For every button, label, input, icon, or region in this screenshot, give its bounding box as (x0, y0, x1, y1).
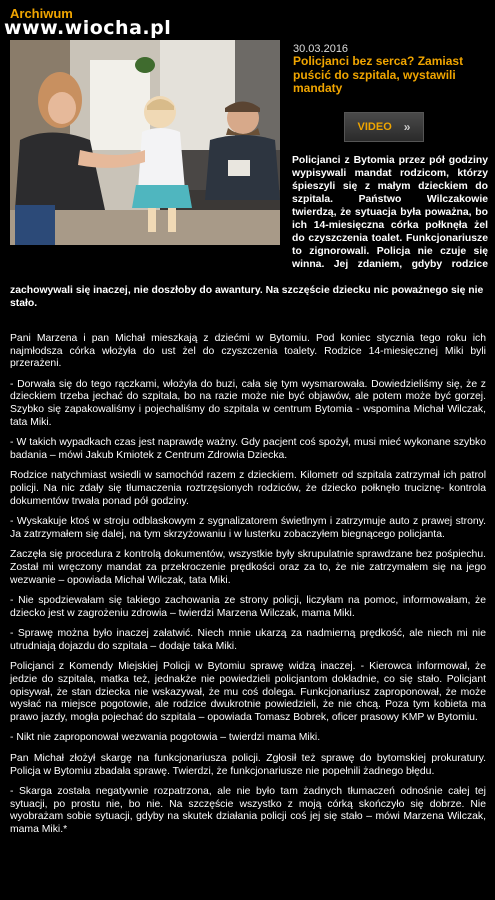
video-button-label: VIDEO (357, 121, 392, 133)
article-paragraph: - Skarga została negatywnie rozpatrzona, ale nie było tam żadnych tłumaczeń odnośnie całej tej sytuacji, po prostu nie, bo nie. Na szczęście wszystko z moją córką skończyło się dobrze. Nie wyobrażam sobie sytuacji, gdyby na skutek działania policji coś jej się stało – mówi Marzena Wilczak, mama Miki.* (10, 786, 486, 835)
article-title[interactable]: Policjanci bez serca? Zamiast puścić do szpitala, wystawili mandaty (293, 54, 464, 95)
photo-illustration (10, 40, 280, 245)
double-chevron-right-icon: » (403, 120, 411, 134)
article-paragraph: - Dorwała się do tego rączkami, włożyła do buzi, cała się tym wysmarowała. Dowiedzieliśmy się, że z dzieckiem trzeba jechać do szpitala, bo na razie może nie być objawów, ale potem może być gorzej. Szybko się zapakowaliśmy i pojechaliśmy do szpitala w centrum Bytomia - wspomina Michał Wilczak, tata Miki. (10, 378, 486, 428)
article-paragraph: Pani Marzena i pan Michał mieszkają z dziećmi w Bytomiu. Pod koniec stycznia tego roku ich najmłodsza córka włożyła do ust żel do czyszczenia toalety. Rodzice 14-miesięcznej Miki byli przerażeni. (10, 333, 486, 370)
article-paragraph: - W takich wypadkach czas jest naprawdę ważny. Gdy pacjent coś spożył, musi mieć wykonane szybko badania – mówi Jakub Kmiotek z Centrum Zdrowia Dziecka. (10, 437, 486, 461)
article-paragraph: Pan Michał złożył skargę na funkcjonariusza policji. Zgłosił też sprawę do bytomskiej prokuratury. Policja w Bytomiu zbadała sprawę. Twierdzi, że funkcjonariusze nie popełnili żadnego błędu. (10, 753, 486, 777)
article-paragraph: Rodzice natychmiast wsiedli w samochód razem z dzieckiem. Kilometr od szpitala zatrzymał ich patrol policji. Na nic zdały się tłumaczenia roztrzęsionych rodziców, że dziecko połknęło truciznę- kontrola dokumentów trwała ponad pół godziny. (10, 470, 486, 507)
article-photo[interactable] (10, 40, 280, 245)
article-paragraph: Zaczęła się procedura z kontrolą dokumentów, wszystkie były skrupulatnie sprawdzane bez pośpiechu. Został mi wręczony mandat za przekroczenie prędkości oraz za to, że nie zatrzymałem się na jego wezwanie – opowiada Michał Wilczak, tata Miki. (10, 549, 486, 586)
article-paragraph: - Nikt nie zaproponował wezwania pogotowia – twierdzi mama Miki. (10, 732, 321, 744)
site-watermark: www.wiocha.pl (4, 17, 172, 39)
article-paragraph: - Sprawę można było inaczej załatwić. Niech mnie ukarzą za nadmierną prędkość, ale niech mi nie utrudniają dojazdu do szpitala – dodaje taka Miki. (10, 628, 486, 652)
article-paragraph: - Nie spodziewałam się takiego zachowania ze strony policji, liczyłam na pomoc, informowałam, że dziecko jest w zagrożeniu zdrowia – twierdzi Marzena Wilczak, mama Miki. (10, 595, 486, 619)
article-date: 30.03.2016 (293, 43, 349, 55)
article-lead-continued: zachowywali się inaczej, nie doszłoby do awantury. Na szczęście dziecku nic poważnego się nie stało. (10, 285, 484, 309)
article-body (10, 333, 486, 845)
article-paragraph: Policjanci z Komendy Miejskiej Policji w Bytomiu sprawę widzą inaczej. - Kierowca informował, że jedzie do szpitala, matka też, jednakże nie powiedzieli policjantom dokładnie, co się stało. Policjant opisywał, że stan dziecka nie wskazywał, że mu coś dolega. Funkcjonariusz zaproponował, że może wysłać na miejsce pogotowie, ale rodzice dwukrotnie powiedzieli, że nie chcą. Poza tym kobieta ma prawo jazdy, mogła pojechać do szpitala – opowiada Tomasz Bobrek, oficer prasowy KMP w Bytomiu. (10, 661, 486, 723)
section-title[interactable]: Archiwum (10, 6, 73, 21)
article-lead-right: Policjanci z Bytomia przez pół godziny wypisywali mandat rodzicom, którzy śpieszyli się z małym dzieckiem do szpitala. Państwo Wilczakowie twierdzą, że sytuacja była poważna, bo ich 14-miesięczna córka połknęła żel do czyszczenia toalet. Funkcjonariusze to zignorowali. Policja nie czuje się winna. Jej zdaniem, gdyby rodzice (292, 155, 488, 270)
article-paragraph: - Wyskakuje ktoś w stroju odblaskowym z sygnalizatorem świetlnym i zatrzymuje auto z prawej strony. Ja zatrzymałem się dalej, na tym skrzyżowaniu i w lusterku zobaczyłem biegnącego policjanta. (10, 516, 486, 540)
video-button[interactable] (344, 112, 424, 142)
